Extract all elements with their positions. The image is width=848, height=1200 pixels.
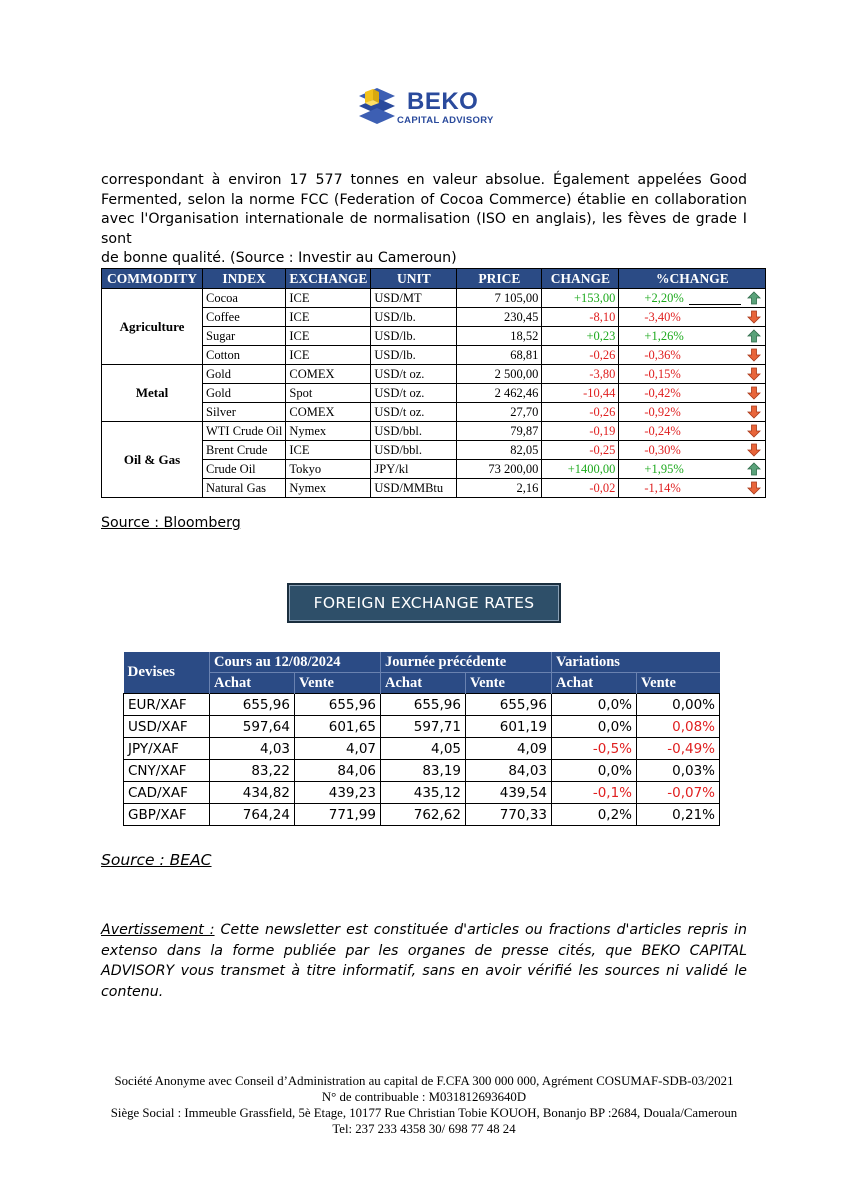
- intro-line: de bonne qualité. (Source : Investir au Cameroun): [101, 250, 457, 266]
- fx-variation: 0,03%: [637, 760, 720, 782]
- fx-rate: 601,65: [295, 716, 381, 738]
- logo-brand: BEKO: [407, 88, 479, 115]
- commodity-price: 82,05: [457, 441, 542, 460]
- commodity-pct: -0,15%: [644, 366, 681, 381]
- commodity-pct-cell: [619, 308, 766, 327]
- fx-group-header: Journée précédente: [381, 652, 552, 673]
- commodity-header-row: [102, 269, 766, 289]
- commodity-price: 7 105,00: [457, 289, 542, 308]
- commodity-row: [102, 365, 766, 384]
- col-header: UNIT: [371, 269, 457, 289]
- col-header: PRICE: [457, 269, 542, 289]
- fx-variation: -0,49%: [637, 738, 720, 760]
- fx-sub-header: Vente: [295, 673, 381, 694]
- fx-rate: 655,96: [466, 694, 552, 716]
- commodity-index: WTI Crude Oil: [203, 422, 286, 441]
- fx-rate: 83,19: [381, 760, 466, 782]
- commodity-unit: USD/lb.: [371, 308, 457, 327]
- fx-row: [124, 738, 720, 760]
- fx-title: FOREIGN EXCHANGE RATES: [313, 594, 535, 612]
- fx-rate: 84,03: [466, 760, 552, 782]
- fx-pair: CAD/XAF: [124, 782, 210, 804]
- source-bloomberg: Source : Bloomberg: [101, 515, 241, 531]
- fx-title-box: [287, 583, 561, 623]
- commodity-pct: -1,14%: [644, 480, 681, 495]
- commodity-change: -0,02: [542, 479, 619, 498]
- commodity-pct-cell: [619, 403, 766, 422]
- commodity-exchange: COMEX: [286, 403, 371, 422]
- disclaimer-line: extenso dans la forme publiée par les organes de presse cités, que BEKO CAPITAL: [101, 942, 747, 959]
- fx-rate: 84,06: [295, 760, 381, 782]
- commodity-unit: USD/lb.: [371, 346, 457, 365]
- col-header: %CHANGE: [619, 269, 766, 289]
- commodity-exchange: Nymex: [286, 422, 371, 441]
- fx-variation: 0,0%: [552, 760, 637, 782]
- intro-line: avec l'Organisation internationale de normalisation (ISO en anglais), les fèves de grade I sont: [101, 211, 747, 247]
- fx-group-header-row: [124, 652, 720, 673]
- fx-variation: 0,0%: [552, 694, 637, 716]
- commodity-unit: USD/MT: [371, 289, 457, 308]
- commodity-change: -0,26: [542, 403, 619, 422]
- commodity-pct: -0,30%: [644, 442, 681, 457]
- arrow-down-icon: [747, 481, 761, 495]
- fx-variation: 0,08%: [637, 716, 720, 738]
- fx-sub-header: Achat: [210, 673, 295, 694]
- arrow-up-icon: [747, 462, 761, 476]
- fx-table: [123, 652, 720, 826]
- commodity-price: 2 500,00: [457, 365, 542, 384]
- commodity-price: 27,70: [457, 403, 542, 422]
- commodity-index: Coffee: [203, 308, 286, 327]
- fx-rate: 4,09: [466, 738, 552, 760]
- commodity-change: -0,19: [542, 422, 619, 441]
- commodity-pct: +1,95%: [644, 461, 684, 476]
- fx-variation: 0,0%: [552, 716, 637, 738]
- fx-rate: 655,96: [210, 694, 295, 716]
- commodity-pct-cell: [619, 441, 766, 460]
- fx-rate: 597,71: [381, 716, 466, 738]
- commodity-group: Agriculture: [102, 289, 203, 365]
- commodity-index: Sugar: [203, 327, 286, 346]
- fx-variation: -0,1%: [552, 782, 637, 804]
- fx-row: [124, 782, 720, 804]
- commodity-index: Crude Oil: [203, 460, 286, 479]
- commodity-table: [101, 268, 766, 498]
- commodity-unit: USD/t oz.: [371, 365, 457, 384]
- commodity-unit: USD/bbl.: [371, 441, 457, 460]
- disclaimer-line: [101, 920, 747, 941]
- commodity-pct: +2,20%: [644, 290, 684, 305]
- commodity-row: [102, 422, 766, 441]
- arrow-down-icon: [747, 348, 761, 362]
- footer-line: Société Anonyme avec Conseil d’Administration au capital de F.CFA 300 000 000, Agrément COSUMAF-SDB-03/2021: [114, 1074, 734, 1088]
- commodity-price: 73 200,00: [457, 460, 542, 479]
- commodity-body: [102, 289, 766, 498]
- footer-line: Tel: 237 233 4358 30/ 698 77 48 24: [332, 1122, 516, 1136]
- commodity-exchange: COMEX: [286, 365, 371, 384]
- commodity-price: 79,87: [457, 422, 542, 441]
- arrow-up-icon: [747, 329, 761, 343]
- commodity-pct-cell: [619, 346, 766, 365]
- commodity-pct-cell: [619, 479, 766, 498]
- commodity-index: Natural Gas: [203, 479, 286, 498]
- fx-rate: 439,23: [295, 782, 381, 804]
- fx-rate: 597,64: [210, 716, 295, 738]
- commodity-unit: USD/lb.: [371, 327, 457, 346]
- fx-group-header: Cours au 12/08/2024: [210, 652, 381, 673]
- commodity-price: 18,52: [457, 327, 542, 346]
- commodity-unit: JPY/kl: [371, 460, 457, 479]
- commodity-index: Cocoa: [203, 289, 286, 308]
- fx-rate: 601,19: [466, 716, 552, 738]
- intro-paragraph: [101, 171, 747, 269]
- commodity-index: Brent Crude: [203, 441, 286, 460]
- commodity-pct-cell: [619, 460, 766, 479]
- commodity-price: 2 462,46: [457, 384, 542, 403]
- commodity-change: -10,44: [542, 384, 619, 403]
- fx-rate: 771,99: [295, 804, 381, 826]
- arrow-down-icon: [747, 367, 761, 381]
- arrow-down-icon: [747, 443, 761, 457]
- fx-rate: 4,05: [381, 738, 466, 760]
- col-header: EXCHANGE: [286, 269, 371, 289]
- disclaimer: [101, 920, 747, 1002]
- commodity-pct-cell: [619, 327, 766, 346]
- fx-pair: EUR/XAF: [124, 694, 210, 716]
- commodity-change: -3,80: [542, 365, 619, 384]
- commodity-exchange: Spot: [286, 384, 371, 403]
- commodity-pct: +1,26%: [644, 328, 684, 343]
- fx-variation: -0,5%: [552, 738, 637, 760]
- commodity-exchange: Tokyo: [286, 460, 371, 479]
- fx-row: [124, 694, 720, 716]
- disclaimer-label: Avertissement :: [101, 922, 215, 938]
- commodity-exchange: ICE: [286, 289, 371, 308]
- commodity-index: Cotton: [203, 346, 286, 365]
- commodity-change: -0,25: [542, 441, 619, 460]
- commodity-pct-cell: [619, 384, 766, 403]
- fx-rate: 4,03: [210, 738, 295, 760]
- commodity-unit: USD/MMBtu: [371, 479, 457, 498]
- fx-variation: -0,07%: [637, 782, 720, 804]
- footer: [0, 1073, 848, 1137]
- fx-sub-header: Vente: [637, 673, 720, 694]
- fx-sub-header-row: [124, 673, 720, 694]
- fx-pair: USD/XAF: [124, 716, 210, 738]
- disclaimer-text: Cette newsletter est constituée d'articles ou fractions d'articles repris in: [214, 922, 747, 938]
- col-header: INDEX: [203, 269, 286, 289]
- beko-logo: [355, 86, 495, 130]
- commodity-change: -0,26: [542, 346, 619, 365]
- arrow-down-icon: [747, 424, 761, 438]
- fx-rate: 770,33: [466, 804, 552, 826]
- commodity-exchange: ICE: [286, 346, 371, 365]
- commodity-change: +0,23: [542, 327, 619, 346]
- commodity-price: 2,16: [457, 479, 542, 498]
- commodity-pct: -0,36%: [644, 347, 681, 362]
- fx-rate: 655,96: [381, 694, 466, 716]
- fx-rate: 4,07: [295, 738, 381, 760]
- fx-rate: 83,22: [210, 760, 295, 782]
- fx-row: [124, 716, 720, 738]
- fx-pair: JPY/XAF: [124, 738, 210, 760]
- commodity-pct: -0,92%: [644, 404, 681, 419]
- commodity-pct: -0,24%: [644, 423, 681, 438]
- fx-sub-header: Vente: [466, 673, 552, 694]
- commodity-change: +153,00: [542, 289, 619, 308]
- fx-row: [124, 804, 720, 826]
- commodity-group: Metal: [102, 365, 203, 422]
- commodity-price: 68,81: [457, 346, 542, 365]
- commodity-unit: USD/bbl.: [371, 422, 457, 441]
- commodity-index: Gold: [203, 384, 286, 403]
- fx-sub-header: Achat: [552, 673, 637, 694]
- commodity-pct-cell: [619, 365, 766, 384]
- fx-rate: 434,82: [210, 782, 295, 804]
- arrow-down-icon: [747, 310, 761, 324]
- commodity-pct-cell: [619, 422, 766, 441]
- fx-row: [124, 760, 720, 782]
- commodity-pct: -0,42%: [644, 385, 681, 400]
- commodity-index: Gold: [203, 365, 286, 384]
- logo-subtitle: CAPITAL ADVISORY: [397, 115, 494, 126]
- fx-group-header: Variations: [552, 652, 720, 673]
- commodity-change: +1400,00: [542, 460, 619, 479]
- commodity-exchange: ICE: [286, 327, 371, 346]
- fx-devises-header: Devises: [124, 652, 210, 694]
- fx-pair: GBP/XAF: [124, 804, 210, 826]
- fx-sub-header: Achat: [381, 673, 466, 694]
- fx-rate: 655,96: [295, 694, 381, 716]
- fx-rate: 762,62: [381, 804, 466, 826]
- disclaimer-line: ADVISORY vous transmet à titre informatif, sans en avoir vérifié les sources ni validé le: [101, 963, 747, 979]
- commodity-group: Oil & Gas: [102, 422, 203, 498]
- fx-body: [124, 694, 720, 826]
- fx-rate: 764,24: [210, 804, 295, 826]
- logo-mark-icon: [355, 86, 401, 130]
- arrow-down-icon: [747, 405, 761, 419]
- commodity-row: [102, 289, 766, 308]
- commodity-exchange: Nymex: [286, 479, 371, 498]
- fx-variation: 0,21%: [637, 804, 720, 826]
- commodity-unit: USD/t oz.: [371, 384, 457, 403]
- fx-variation: 0,2%: [552, 804, 637, 826]
- commodity-unit: USD/t oz.: [371, 403, 457, 422]
- fx-rate: 435,12: [381, 782, 466, 804]
- commodity-exchange: ICE: [286, 441, 371, 460]
- commodity-price: 230,45: [457, 308, 542, 327]
- footer-line: Siège Social : Immeuble Grassfield, 5è Etage, 10177 Rue Christian Tobie KOUOH, Bonanjo BP :2684, Douala/Cameroun: [110, 1106, 738, 1120]
- fx-rate: 439,54: [466, 782, 552, 804]
- disclaimer-line: contenu.: [101, 983, 164, 1000]
- arrow-down-icon: [747, 386, 761, 400]
- fx-pair: CNY/XAF: [124, 760, 210, 782]
- col-header: CHANGE: [542, 269, 619, 289]
- commodity-change: -8,10: [542, 308, 619, 327]
- commodity-pct: -3,40%: [644, 309, 681, 324]
- commodity-exchange: ICE: [286, 308, 371, 327]
- commodity-index: Silver: [203, 403, 286, 422]
- col-header: COMMODITY: [102, 269, 203, 289]
- arrow-up-icon: [747, 291, 761, 305]
- footer-line: N° de contribuable : M031812693640D: [321, 1090, 527, 1104]
- intro-line: Fermented, selon la norme FCC (Federation of Cocoa Commerce) établie en collaboration: [101, 191, 747, 208]
- fx-variation: 0,00%: [637, 694, 720, 716]
- commodity-pct-cell: [619, 289, 766, 308]
- source-beac: Source : BEAC: [101, 851, 212, 869]
- intro-line: correspondant à environ 17 577 tonnes en valeur absolue. Également appelées Good: [101, 172, 747, 188]
